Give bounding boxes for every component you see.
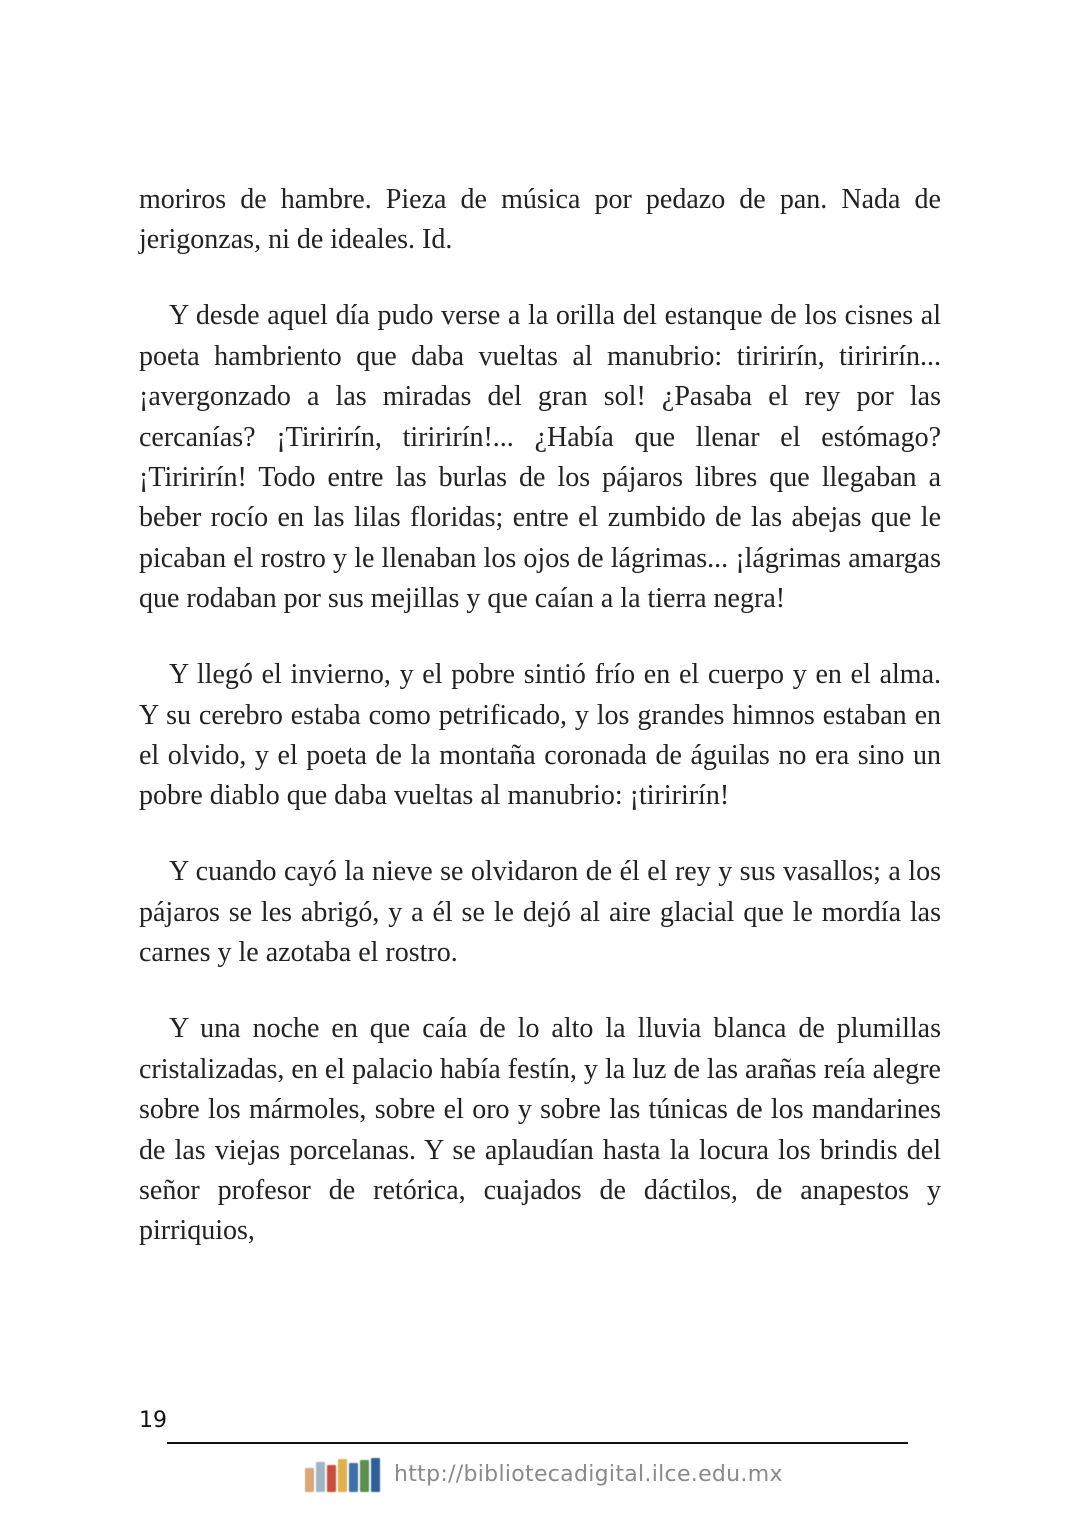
book-spine bbox=[305, 1468, 314, 1492]
footer-url-link[interactable]: http://bibliotecadigital.ilce.edu.mx bbox=[394, 1461, 783, 1487]
book-spine bbox=[349, 1463, 358, 1492]
paragraph-3: Y llegó el invierno, y el pobre sintió frío en el cuerpo y en el alma. Y su cerebro estaba como petrificado, y los grandes himnos estaban en el olvido, y el poeta de la montaña coronada de águilas no era sino un pobre diablo que daba vueltas al manubrio: ¡tiririrín! bbox=[139, 659, 941, 812]
footer-divider bbox=[167, 1442, 908, 1444]
paragraph-1: moriros de hambre. Pieza de música por pedazo de pan. Nada de jerigonzas, ni de ideales. Id. bbox=[139, 184, 941, 256]
books-logo-icon bbox=[305, 1456, 382, 1492]
book-spine bbox=[316, 1462, 325, 1492]
paragraph-2: Y desde aquel día pudo verse a la orilla del estanque de los cisnes al poeta hambriento que daba vueltas al manubrio: tiririrín, tiririrín... ¡avergonzado a las miradas del gran sol! ¿Pasaba el rey por las cercanías? ¡Tiririrín, tiririrín!... ¿Había que llenar el estómago? ¡Tiririrín! Todo entre las burlas de los pájaros libres que llegaban a beber rocío en las lilas floridas; entre el zumbido de las abejas que le picaban el rostro y le llenaban los ojos de lágrimas... ¡lágrimas amargas que rodaban por sus mejillas y que caían a la tierra negra! bbox=[139, 300, 941, 615]
footer bbox=[305, 1450, 783, 1498]
book-spine bbox=[360, 1460, 369, 1492]
book-spine bbox=[338, 1459, 347, 1492]
paragraph-5: Y una noche en que caía de lo alto la lluvia blanca de plumillas cristalizadas, en el palacio había festín, y la luz de las arañas reía alegre sobre los mármoles, sobre el oro y sobre las túnicas de los mandarines de las viejas porcelanas. Y se aplaudían hasta la locura los brindis del señor profesor de retórica, cuajados de dáctilos, de anapestos y pirriquios, bbox=[139, 1013, 941, 1247]
page-body bbox=[139, 180, 941, 1252]
paragraph-4: Y cuando cayó la nieve se olvidaron de él el rey y sus vasallos; a los pájaros se les abrigó, y a él se le dejó al aire glacial que le mordía las carnes y le azotaba el rostro. bbox=[139, 856, 941, 969]
book-spine bbox=[327, 1465, 336, 1492]
page-number: 19 bbox=[139, 1408, 167, 1433]
book-spine bbox=[371, 1458, 380, 1492]
